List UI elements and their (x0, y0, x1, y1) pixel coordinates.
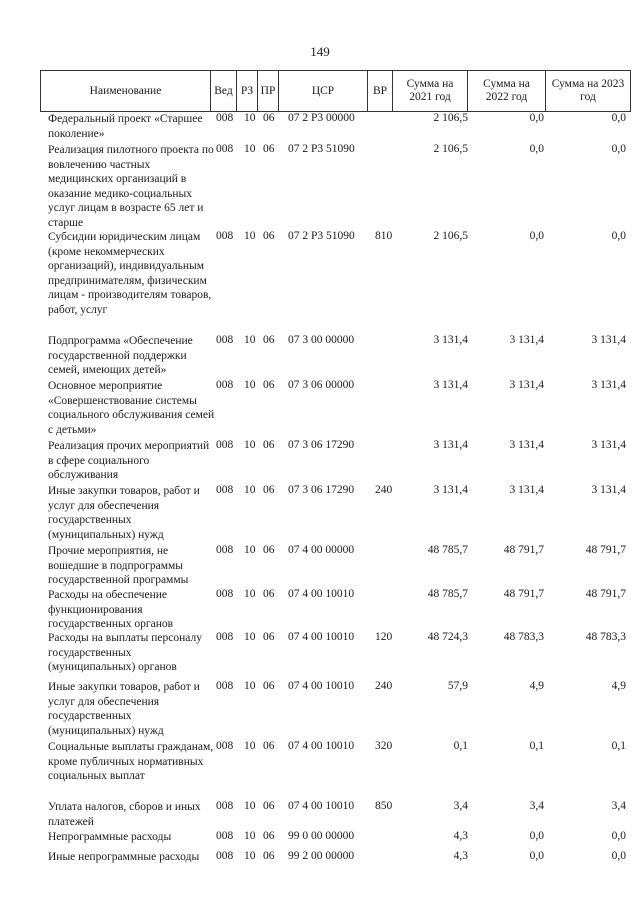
row-pr: 06 (263, 850, 275, 862)
row-sum-2021: 3,4 (453, 800, 468, 812)
row-name: Иные закупки товаров, работ и услуг для обеспечения государственных (муниципальных) нужд (48, 485, 200, 541)
row-sum-2022: 3,4 (529, 800, 544, 812)
row-sum-2023: 3 131,4 (591, 439, 626, 451)
row-ved: 008 (216, 230, 234, 242)
row-vr: 240 (375, 680, 393, 692)
row-name: Прочие мероприятия, не вошедшие в подпрограммы государственной программы (48, 545, 189, 587)
row-pr: 06 (263, 631, 275, 643)
row-vr: 120 (375, 631, 393, 643)
row-sum-2022: 0,0 (529, 230, 544, 242)
column-header-sum-2021: Сумма на 2021 год (393, 71, 468, 111)
row-rz: 10 (244, 740, 256, 752)
row-sum-2021: 3 131,4 (433, 484, 468, 496)
row-sum-2021: 48 724,3 (427, 631, 468, 643)
row-rz: 10 (244, 379, 256, 391)
row-pr: 06 (263, 143, 275, 155)
row-csr: 07 3 06 00000 (288, 379, 355, 391)
row-csr: 07 4 00 10010 (288, 740, 355, 752)
row-sum-2023: 0,0 (611, 143, 626, 155)
row-pr: 06 (263, 484, 275, 496)
row-name: Иные непрограммные расходы (48, 851, 200, 863)
row-pr: 06 (263, 439, 275, 451)
row-csr: 07 3 06 17290 (288, 484, 355, 496)
row-sum-2021: 57,9 (447, 680, 468, 692)
page-number: 149 (310, 44, 330, 59)
table-header (40, 70, 631, 112)
row-csr: 07 2 P3 51090 (288, 143, 355, 155)
column-header-sum-2022: Сумма на 2022 год (468, 71, 546, 111)
row-sum-2022: 4,9 (529, 680, 544, 692)
row-csr: 07 3 06 17290 (288, 439, 355, 451)
row-rz: 10 (244, 850, 256, 862)
row-pr: 06 (263, 680, 275, 692)
row-rz: 10 (244, 830, 256, 842)
row-sum-2023: 0,0 (611, 112, 626, 124)
row-sum-2023: 0,0 (611, 230, 626, 242)
row-rz: 10 (244, 631, 256, 643)
row-pr: 06 (263, 544, 275, 556)
row-csr: 07 3 00 00000 (288, 334, 355, 346)
row-csr: 07 4 00 10010 (288, 800, 355, 812)
row-ved: 008 (216, 143, 234, 155)
row-rz: 10 (244, 230, 256, 242)
row-sum-2022: 0,1 (529, 740, 544, 752)
row-sum-2022: 3 131,4 (509, 379, 544, 391)
row-csr: 07 2 P3 51090 (288, 230, 355, 242)
row-rz: 10 (244, 112, 256, 124)
row-rz: 10 (244, 680, 256, 692)
row-name: Подпрограмма «Обеспечение государственной поддержки семей, имеющих детей» (48, 335, 193, 377)
row-sum-2022: 3 131,4 (509, 439, 544, 451)
column-header-vr: ВР (368, 71, 393, 111)
row-ved: 008 (216, 484, 234, 496)
row-vr: 850 (375, 800, 393, 812)
row-rz: 10 (244, 588, 256, 600)
row-sum-2023: 48 791,7 (585, 544, 626, 556)
row-pr: 06 (263, 830, 275, 842)
row-rz: 10 (244, 800, 256, 812)
row-name: Уплата налогов, сборов и иных платежей (48, 801, 201, 828)
row-sum-2023: 3 131,4 (591, 334, 626, 346)
row-rz: 10 (244, 544, 256, 556)
row-name: Субсидии юридическим лицам (кроме некоммерческих организаций), индивидуальным предпринимателям, физическим лицам - производителям товаров, работ, услуг (48, 231, 212, 316)
row-ved: 008 (216, 588, 234, 600)
row-sum-2023: 0,0 (611, 850, 626, 862)
row-rz: 10 (244, 439, 256, 451)
row-pr: 06 (263, 230, 275, 242)
column-header-pr: ПР (258, 71, 279, 111)
row-csr: 07 4 00 10010 (288, 588, 355, 600)
row-sum-2021: 4,3 (453, 830, 468, 842)
row-sum-2023: 48 791,7 (585, 588, 626, 600)
row-sum-2021: 3 131,4 (433, 334, 468, 346)
row-sum-2021: 48 785,7 (427, 544, 468, 556)
row-name: Социальные выплаты гражданам, кроме публичных нормативных социальных выплат (48, 741, 214, 783)
row-ved: 008 (216, 631, 234, 643)
row-sum-2022: 0,0 (529, 143, 544, 155)
row-sum-2023: 3,4 (611, 800, 626, 812)
row-vr: 320 (375, 740, 393, 752)
row-name: Непрограммные расходы (48, 831, 172, 843)
row-csr: 07 4 00 10010 (288, 631, 355, 643)
row-pr: 06 (263, 334, 275, 346)
row-name: Основное мероприятие «Совершенствование системы социального обслуживания семей с детьми» (48, 380, 215, 436)
row-ved: 008 (216, 379, 234, 391)
row-csr: 99 2 00 00000 (288, 850, 355, 862)
row-sum-2023: 3 131,4 (591, 484, 626, 496)
row-rz: 10 (244, 484, 256, 496)
row-sum-2022: 0,0 (529, 112, 544, 124)
column-header-ved: Вед (211, 71, 237, 111)
row-sum-2022: 3 131,4 (509, 484, 544, 496)
row-name: Федеральный проект «Старшее поколение» (48, 113, 203, 140)
row-ved: 008 (216, 680, 234, 692)
row-sum-2022: 48 791,7 (503, 544, 544, 556)
row-ved: 008 (216, 800, 234, 812)
row-sum-2023: 0,0 (611, 830, 626, 842)
row-sum-2022: 48 791,7 (503, 588, 544, 600)
row-sum-2023: 4,9 (611, 680, 626, 692)
row-pr: 06 (263, 588, 275, 600)
row-name: Расходы на обеспечение функционирования государственных органов (48, 589, 174, 631)
row-csr: 99 0 00 00000 (288, 830, 355, 842)
row-pr: 06 (263, 112, 275, 124)
column-header-sum-2023: Сумма на 2023 год (546, 71, 631, 111)
row-sum-2023: 3 131,4 (591, 379, 626, 391)
row-ved: 008 (216, 850, 234, 862)
row-sum-2022: 3 131,4 (509, 334, 544, 346)
row-sum-2022: 0,0 (529, 850, 544, 862)
row-csr: 07 4 00 10010 (288, 680, 355, 692)
row-ved: 008 (216, 740, 234, 752)
row-ved: 008 (216, 830, 234, 842)
row-sum-2021: 3 131,4 (433, 439, 468, 451)
row-name: Расходы на выплаты персоналу государственных (муниципальных) органов (48, 632, 202, 674)
row-sum-2022: 48 783,3 (503, 631, 544, 643)
row-rz: 10 (244, 143, 256, 155)
row-sum-2021: 2 106,5 (433, 230, 468, 242)
row-csr: 07 2 P3 00000 (288, 112, 355, 124)
row-pr: 06 (263, 800, 275, 812)
row-vr: 240 (375, 484, 393, 496)
row-sum-2021: 4,3 (453, 850, 468, 862)
row-csr: 07 4 00 00000 (288, 544, 355, 556)
row-sum-2021: 0,1 (453, 740, 468, 752)
row-rz: 10 (244, 334, 256, 346)
row-sum-2021: 3 131,4 (433, 379, 468, 391)
row-sum-2021: 2 106,5 (433, 112, 468, 124)
row-pr: 06 (263, 379, 275, 391)
row-sum-2021: 2 106,5 (433, 143, 468, 155)
row-name: Иные закупки товаров, работ и услуг для обеспечения государственных (муниципальных) нужд (48, 681, 200, 737)
row-sum-2023: 48 783,3 (585, 631, 626, 643)
column-header-csr: ЦСР (279, 71, 368, 111)
row-vr: 810 (375, 230, 393, 242)
row-ved: 008 (216, 544, 234, 556)
row-sum-2023: 0,1 (611, 740, 626, 752)
column-header-name: Наименование (41, 71, 211, 111)
row-ved: 008 (216, 112, 234, 124)
column-header-rz: РЗ (237, 71, 258, 111)
row-name: Реализация прочих мероприятий в сфере социального обслуживания (48, 440, 210, 482)
row-sum-2021: 48 785,7 (427, 588, 468, 600)
row-ved: 008 (216, 334, 234, 346)
row-sum-2022: 0,0 (529, 830, 544, 842)
row-ved: 008 (216, 439, 234, 451)
row-name: Реализация пилотного проекта по вовлечению частных медицинских организаций в оказание медико-социальных услуг лицам в возрасте 65 лет и старше (48, 144, 214, 229)
row-pr: 06 (263, 740, 275, 752)
